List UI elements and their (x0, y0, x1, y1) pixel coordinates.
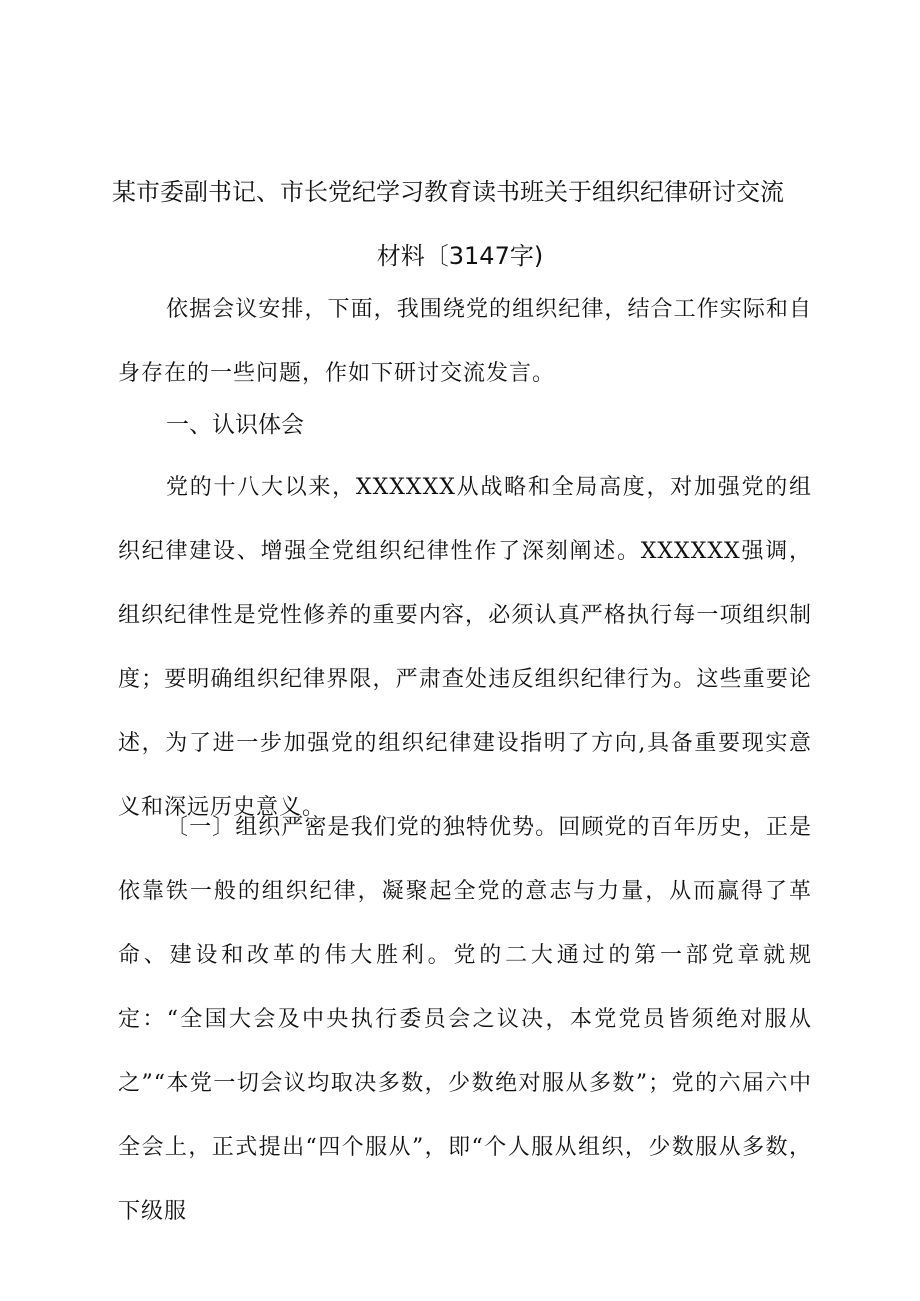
document-title-line-2: 材料〔3147字) (376, 242, 544, 270)
body-paragraph-2: 〔一〕组织严密是我们党的独特优势。回顾党的百年历史，正是依靠铁一般的组织纪律，凝聚起全党的意志与力量，从而赢得了革命、建设和改革的伟大胜利。党的二大通过的第一部党章就规定：“全国大会及中央执行委员会之议决，本党党员皆须绝对服从之”“本党一切会议均取决多数，少数绝对服从多数”；党的六届六中全会上，正式提出“四个服从”，即“个人服从组织，少数服从多数，下级服 (118, 815, 812, 1224)
intro-paragraph: 依据会议安排，下面，我围绕党的组织纪律，结合工作实际和自身存在的一些问题，作如下研讨交流发言。 (118, 297, 812, 386)
body-paragraph-1: 党的十八大以来，XXXXXX从战略和全局高度，对加强党的组织纪律建设、增强全党组织纪律性作了深刻阐述。XXXXXX强调，组织纪律性是党性修养的重要内容，必须认真严格执行每一项组织制度；要明确组织纪律界限，严肃查处违反组织纪律行为。这些重要论述，为了进一步加强党的组织纪律建设指明了方向,具备重要现实意义和深远历史意义。 (118, 475, 812, 820)
document-title-line-1: 某市委副书记、市长党纪学习教育读书班关于组织纪律研讨交流 (112, 178, 784, 206)
section-heading-1: 一、认识体会 (166, 412, 304, 438)
